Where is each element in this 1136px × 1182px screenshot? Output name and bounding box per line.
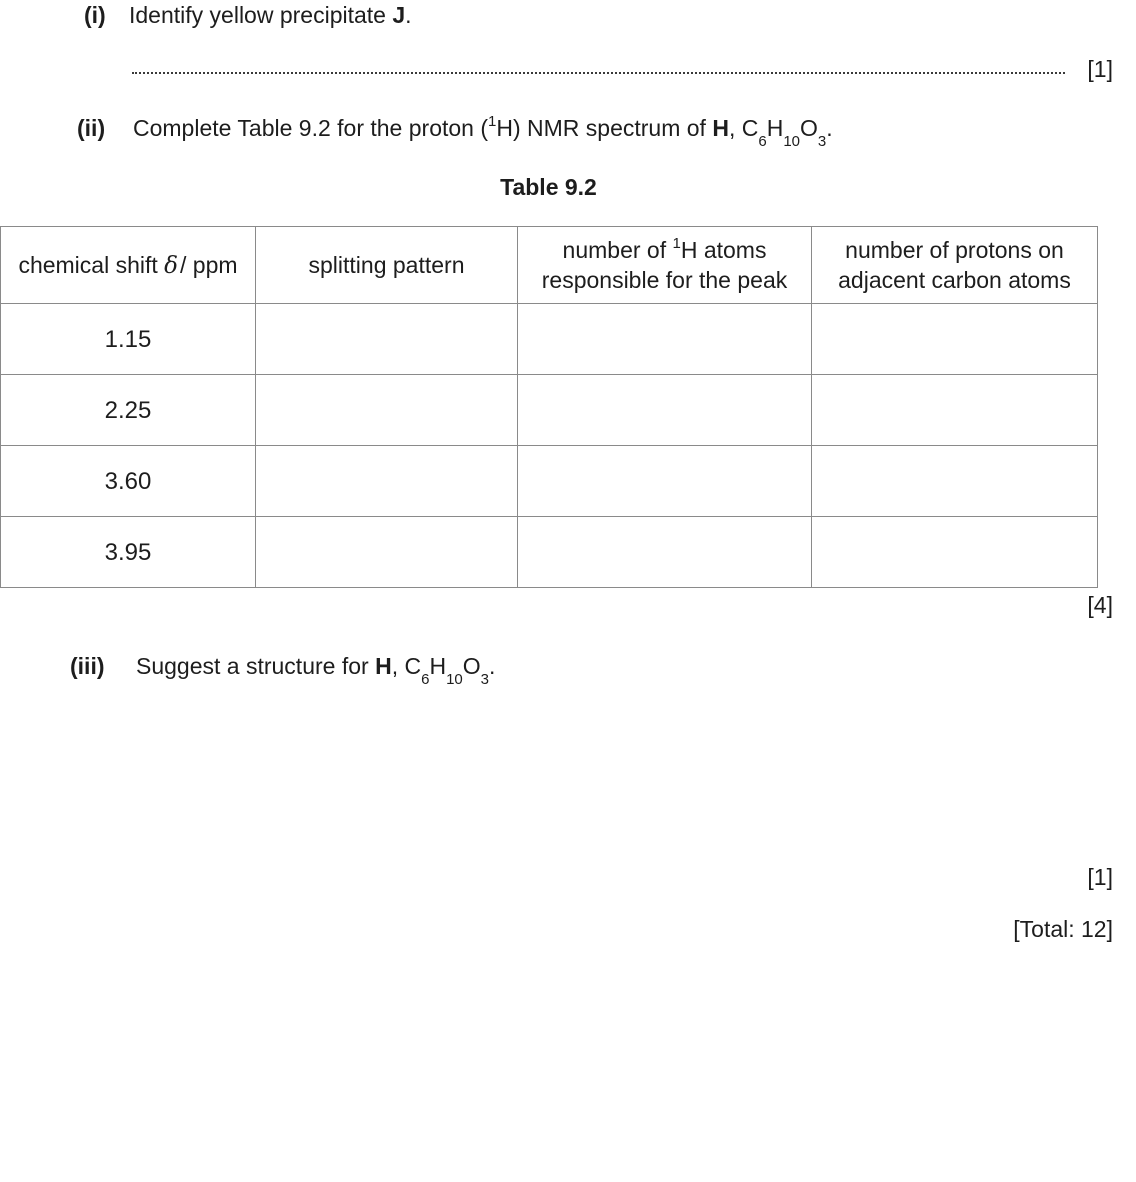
header-line	[524, 235, 805, 265]
delta-symbol: δ	[164, 252, 179, 279]
formula-segment: H	[429, 653, 447, 679]
marks-question-i: [1]	[1087, 56, 1113, 82]
text-segment: number of	[562, 237, 673, 263]
shift-value-cell: 1.15	[1, 304, 256, 375]
question-i-text	[129, 2, 412, 29]
text-segment: .	[489, 653, 496, 679]
adjacent-protons-cell	[812, 304, 1098, 375]
shift-value-cell: 3.95	[1, 517, 256, 588]
table-row	[1, 375, 1098, 446]
header-splitting-pattern: splitting pattern	[256, 227, 518, 304]
splitting-pattern-cell	[256, 375, 518, 446]
table-caption: Table 9.2	[500, 174, 597, 200]
text-segment: / ppm	[180, 251, 238, 278]
marks-question-ii: [4]	[1087, 592, 1113, 618]
text-segment: Complete Table 9.2 for the proton (	[133, 115, 489, 141]
formula-subscript: 6	[421, 670, 430, 688]
splitting-pattern-cell	[256, 304, 518, 375]
question-i-label: (i)	[84, 2, 106, 28]
adjacent-protons-cell	[812, 517, 1098, 588]
adjacent-protons-cell	[812, 375, 1098, 446]
compound-h-label: H	[375, 653, 392, 679]
marks-question-iii: [1]	[1087, 864, 1113, 890]
shift-value-cell: 2.25	[1, 375, 256, 446]
table-row	[1, 517, 1098, 588]
header-line: adjacent carbon atoms	[838, 267, 1071, 293]
text-segment: H) NMR spectrum of	[496, 115, 713, 141]
formula-segment: O	[462, 653, 481, 679]
formula-segment: H	[766, 115, 784, 141]
shift-value-cell: 3.60	[1, 446, 256, 517]
formula-subscript: 6	[758, 132, 767, 150]
table-row	[1, 304, 1098, 375]
question-ii-label: (ii)	[77, 115, 106, 141]
text-segment: H atoms	[680, 237, 767, 263]
h-atoms-cell	[518, 517, 812, 588]
formula-segment: O	[800, 115, 818, 141]
total-marks: [Total: 12]	[1013, 916, 1113, 942]
table-row	[1, 446, 1098, 517]
header-chemical-shift	[1, 227, 256, 304]
isotope-superscript: 1	[488, 113, 497, 131]
table-9-2	[0, 226, 1098, 588]
h-atoms-cell	[518, 375, 812, 446]
compound-j-label: J	[392, 2, 406, 28]
header-h-atoms	[518, 227, 812, 304]
text-segment: chemical shift	[18, 251, 165, 278]
text-segment: ,	[728, 115, 742, 141]
text-segment: Suggest a structure for	[136, 653, 376, 679]
question-iii-text	[136, 653, 496, 688]
table-header-row	[1, 227, 1098, 304]
splitting-pattern-cell	[256, 446, 518, 517]
h-atoms-cell	[518, 446, 812, 517]
question-ii-text	[133, 113, 833, 150]
header-adjacent-protons	[812, 227, 1098, 304]
header-line: responsible for the peak	[541, 267, 788, 293]
adjacent-protons-cell	[812, 446, 1098, 517]
formula-subscript: 3	[817, 132, 827, 150]
formula-segment: C	[404, 653, 422, 679]
formula-subscript: 10	[446, 670, 463, 688]
splitting-pattern-cell	[256, 517, 518, 588]
isotope-superscript: 1	[672, 235, 681, 253]
text-segment: .	[826, 115, 833, 141]
question-iii-label: (iii)	[70, 653, 105, 679]
formula-subscript: 3	[480, 670, 489, 688]
text-segment: ,	[391, 653, 405, 679]
answer-line	[132, 52, 1065, 74]
compound-h-label: H	[712, 115, 729, 141]
h-atoms-cell	[518, 304, 812, 375]
header-line: number of protons on	[845, 237, 1064, 263]
formula-subscript: 10	[783, 132, 801, 150]
text-segment: .	[405, 2, 412, 28]
text-segment: Identify yellow precipitate	[129, 2, 393, 28]
formula-segment: C	[741, 115, 759, 141]
